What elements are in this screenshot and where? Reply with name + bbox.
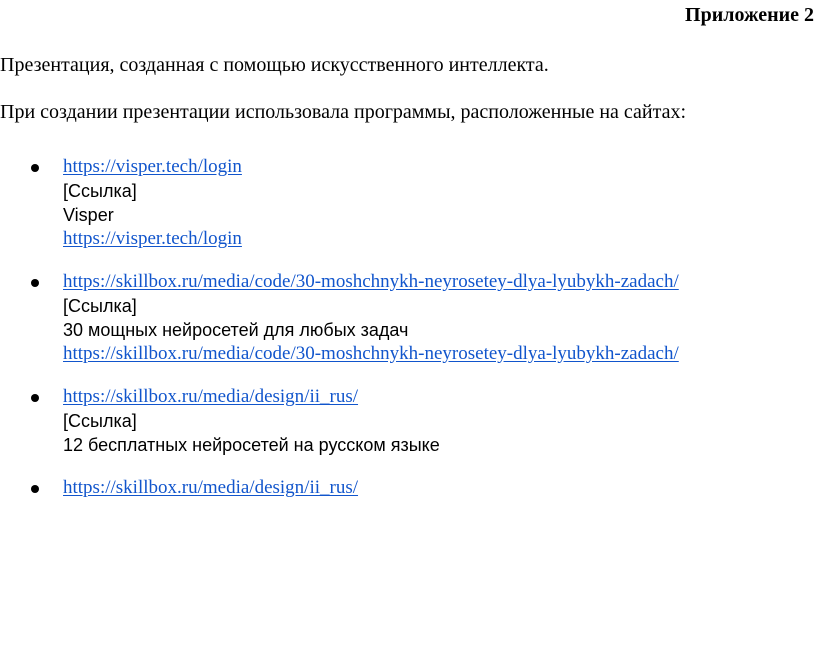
list-item: [0, 270, 816, 366]
link-title: 30 мощных нейросетей для любых задач: [63, 320, 409, 340]
intro-paragraph-2: При создании презентации использовала программы, расположенные на сайтах:: [0, 101, 687, 123]
link-tag: [Ссылка]: [63, 296, 137, 316]
source-link-repeat[interactable]: https://skillbox.ru/media/code/30-moshchnykh-neyrosetey-dlya-lyubykh-zadach/: [63, 343, 679, 364]
link-tag: [Ссылка]: [63, 411, 137, 431]
list-item: [0, 155, 816, 251]
source-link-repeat[interactable]: https://visper.tech/login: [63, 228, 242, 249]
link-tag: [Ссылка]: [63, 181, 137, 201]
source-link[interactable]: https://skillbox.ru/media/code/30-moshchnykh-neyrosetey-dlya-lyubykh-zadach/: [63, 271, 679, 292]
bullet-icon: [31, 164, 39, 172]
bullet-icon: [31, 485, 39, 493]
appendix-heading: Приложение 2: [685, 4, 814, 26]
bullet-icon: [31, 394, 39, 402]
list-item: [0, 476, 816, 500]
source-link[interactable]: https://skillbox.ru/media/design/ii_rus/: [63, 386, 359, 407]
link-title: Visper: [63, 205, 114, 225]
source-link-list: [0, 155, 816, 519]
intro-paragraph-1: Презентация, созданная с помощью искусственного интеллекта.: [0, 54, 549, 76]
source-link[interactable]: https://visper.tech/login: [63, 156, 242, 177]
list-item: [0, 385, 816, 457]
source-link[interactable]: https://skillbox.ru/media/design/ii_rus/: [63, 477, 359, 498]
bullet-icon: [31, 279, 39, 287]
link-title: 12 бесплатных нейросетей на русском языке: [63, 435, 440, 455]
